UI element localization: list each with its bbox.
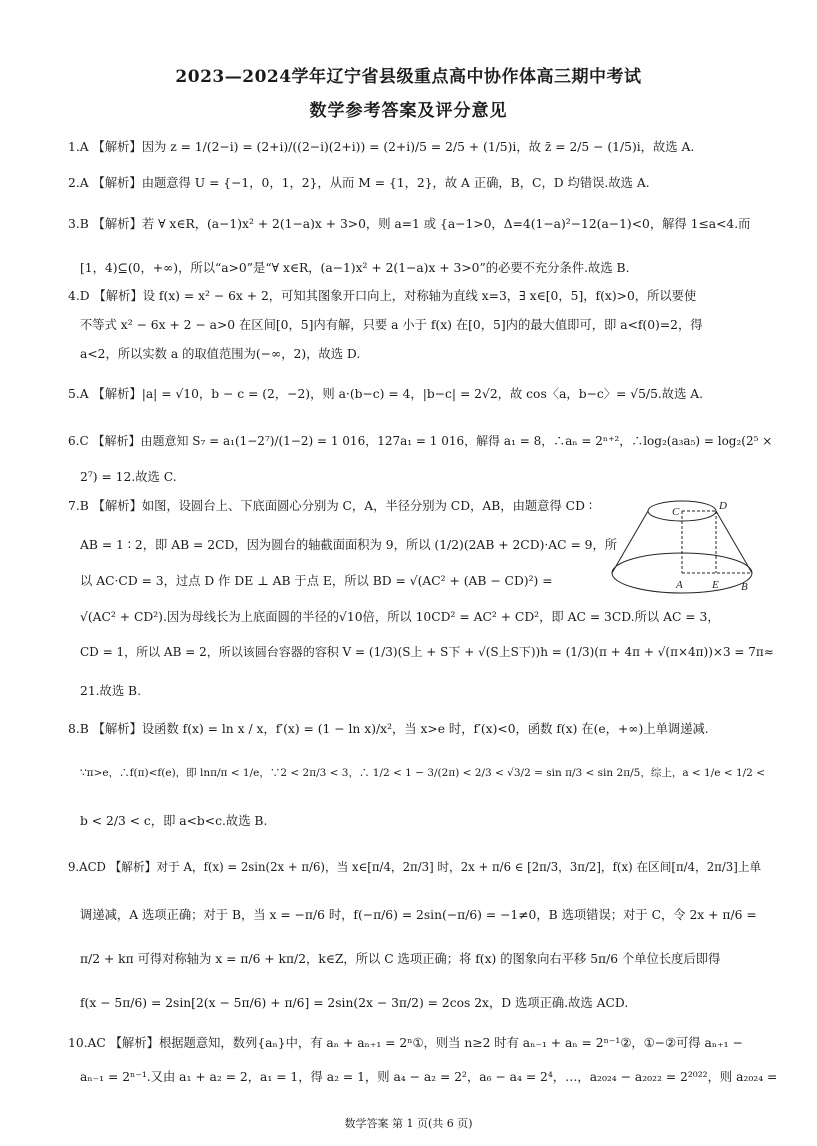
answer-line: 7.B 【解析】如图，设圆台上、下底面圆心分别为 C，A，半径分别为 CD，AB，由题意得 CD ∶ <box>68 499 593 513</box>
answer-line: 4.D 【解析】设 f(x) = x² − 6x + 2，可知其图象开口向上，对称轴为直线 x=3，∃ x∈[0，5]，f(x)>0，所以要使 <box>68 289 697 303</box>
answer-line: aₙ₋₁ = 2ⁿ⁻¹.又由 a₁ + a₂ = 2，a₁ = 1，得 a₂ = 1，则 a₄ − a₂ = 2²，a₆ − a₄ = 2⁴，…，a₂₀₂₄ − a₂₀₂₂ = 2²⁰²²，则 a₂₀₂₄ = <box>80 1070 778 1084</box>
answer-line: 2⁷) = 12.故选 C. <box>80 470 177 484</box>
answer-line: b < 2/3 < c，即 a<b<c.故选 B. <box>80 814 268 828</box>
label-e: E <box>712 579 719 591</box>
label-a: A <box>676 579 683 591</box>
answer-line: f(x − 5π/6) = 2sin[2(x − 5π/6) + π/6] = 2sin(2x − 3π/2) = 2cos 2x，D 选项正确.故选 ACD. <box>80 996 629 1010</box>
answer-line: 5.A 【解析】|a| = √10，b − c = (2，−2)，则 a·(b−c) = 4，|b−c| = 2√2，故 cos〈a，b−c〉= √5/5.故选 A. <box>68 387 704 401</box>
answer-line: 9.ACD 【解析】对于 A，f(x) = 2sin(2x + π/6)，当 x∈[π/4，2π/3] 时，2x + π/6 ∈ [2π/3，3π/2]，f(x) 在区间[π/4，2π/3]上单 <box>68 860 762 874</box>
frustum-diagram <box>608 495 756 597</box>
answer-line: 调递减，A 选项正确；对于 B，当 x = −π/6 时，f(−π/6) = 2sin(−π/6) = −1≠0，B 选项错误；对于 C，令 2x + π/6 = <box>80 908 757 922</box>
page-footer: 数学答案 第 1 页(共 6 页) <box>344 1117 473 1130</box>
answer-line: CD = 1，所以 AB = 2，所以该圆台容器的容积 V = (1/3)(S上 + S下 + √(S上S下))h = (1/3)(π + 4π + √(π×4π))×3 = 7π≈ <box>80 645 774 659</box>
answer-line: √(AC² + CD²).因为母线长为上底面圆的半径的√10倍，所以 10CD² = AC² + CD²，即 AC = 3CD.所以 AC = 3， <box>80 610 720 624</box>
answer-line: 以 AC·CD = 3，过点 D 作 DE ⊥ AB 于点 E，所以 BD = √(AC² + (AB − CD)²) = <box>80 574 553 588</box>
page-subtitle: 数学参考答案及评分意见 <box>309 101 508 121</box>
answer-line: AB = 1 ∶ 2，即 AB = 2CD，因为圆台的轴截面面积为 9，所以 (1/2)(2AB + 2CD)·AC = 9，所 <box>80 538 618 552</box>
answer-line: a<2，所以实数 a 的取值范围为(−∞，2)，故选 D. <box>80 347 361 361</box>
answer-line: 3.B 【解析】若 ∀ x∈R，(a−1)x² + 2(1−a)x + 3>0，则 a=1 或 {a−1>0，Δ=4(1−a)²−12(a−1)<0，解得 1≤a<4.而 <box>68 217 751 231</box>
label-d: D <box>719 500 727 512</box>
left-generatrix <box>612 511 648 573</box>
answer-line: 21.故选 B. <box>80 684 142 698</box>
answer-line: 6.C 【解析】由题意知 S₇ = a₁(1−2⁷)/(1−2) = 1 016，127a₁ = 1 016，解得 a₁ = 8，∴aₙ = 2ⁿ⁺²，∴log₂(a₃a₅) = log₂(2⁵ × <box>68 434 773 448</box>
answer-line: 不等式 x² − 6x + 2 − a>0 在区间[0，5]内有解，只要 a 小于 f(x) 在[0，5]内的最大值即可，即 a<f(0)=2，得 <box>80 318 703 332</box>
answer-line: 1.A 【解析】因为 z = 1/(2−i) = (2+i)/((2−i)(2+i)) = (2+i)/5 = 2/5 + (1/5)i，故 z̄ = 2/5 − (1/5)i，故选 A. <box>68 140 695 154</box>
right-generatrix <box>716 511 752 573</box>
answer-line: [1，4)⊆(0，+∞)，所以“a>0”是“∀ x∈R，(a−1)x² + 2(1−a)x + 3>0”的必要不充分条件.故选 B. <box>80 261 630 275</box>
answer-line: 2.A 【解析】由题意得 U = {−1，0，1，2}，从而 M = {1，2}，故 A 正确，B，C，D 均错误.故选 A. <box>68 176 650 190</box>
answer-line: 8.B 【解析】设函数 f(x) = ln x / x，f′(x) = (1 − ln x)/x²，当 x>e 时，f′(x)<0，函数 f(x) 在(e，+∞)上单调递减. <box>68 722 709 736</box>
page-title: 2023—2024学年辽宁省县级重点高中协作体高三期中考试 <box>175 67 642 87</box>
answer-line: 10.AC 【解析】根据题意知，数列{aₙ}中，有 aₙ + aₙ₊₁ = 2ⁿ①，则当 n≥2 时有 aₙ₋₁ + aₙ = 2ⁿ⁻¹②，①−②可得 aₙ₊₁ − <box>68 1036 743 1050</box>
answer-line: π/2 + kπ 可得对称轴为 x = π/6 + kπ/2，k∈Z，所以 C 选项正确；将 f(x) 的图象向右平移 5π/6 个单位长度后即得 <box>80 952 721 966</box>
label-b: B <box>741 581 748 593</box>
answer-line: ∵π>e，∴f(π)<f(e)，即 lnπ/π < 1/e，∵2 < 2π/3 < 3，∴ 1/2 < 1 − 3/(2π) < 2/3 < √3/2 = sin π/3 < sin 2π/5，综上，a < 1/e < 1/2 < <box>80 767 765 779</box>
label-c: C <box>672 506 680 518</box>
